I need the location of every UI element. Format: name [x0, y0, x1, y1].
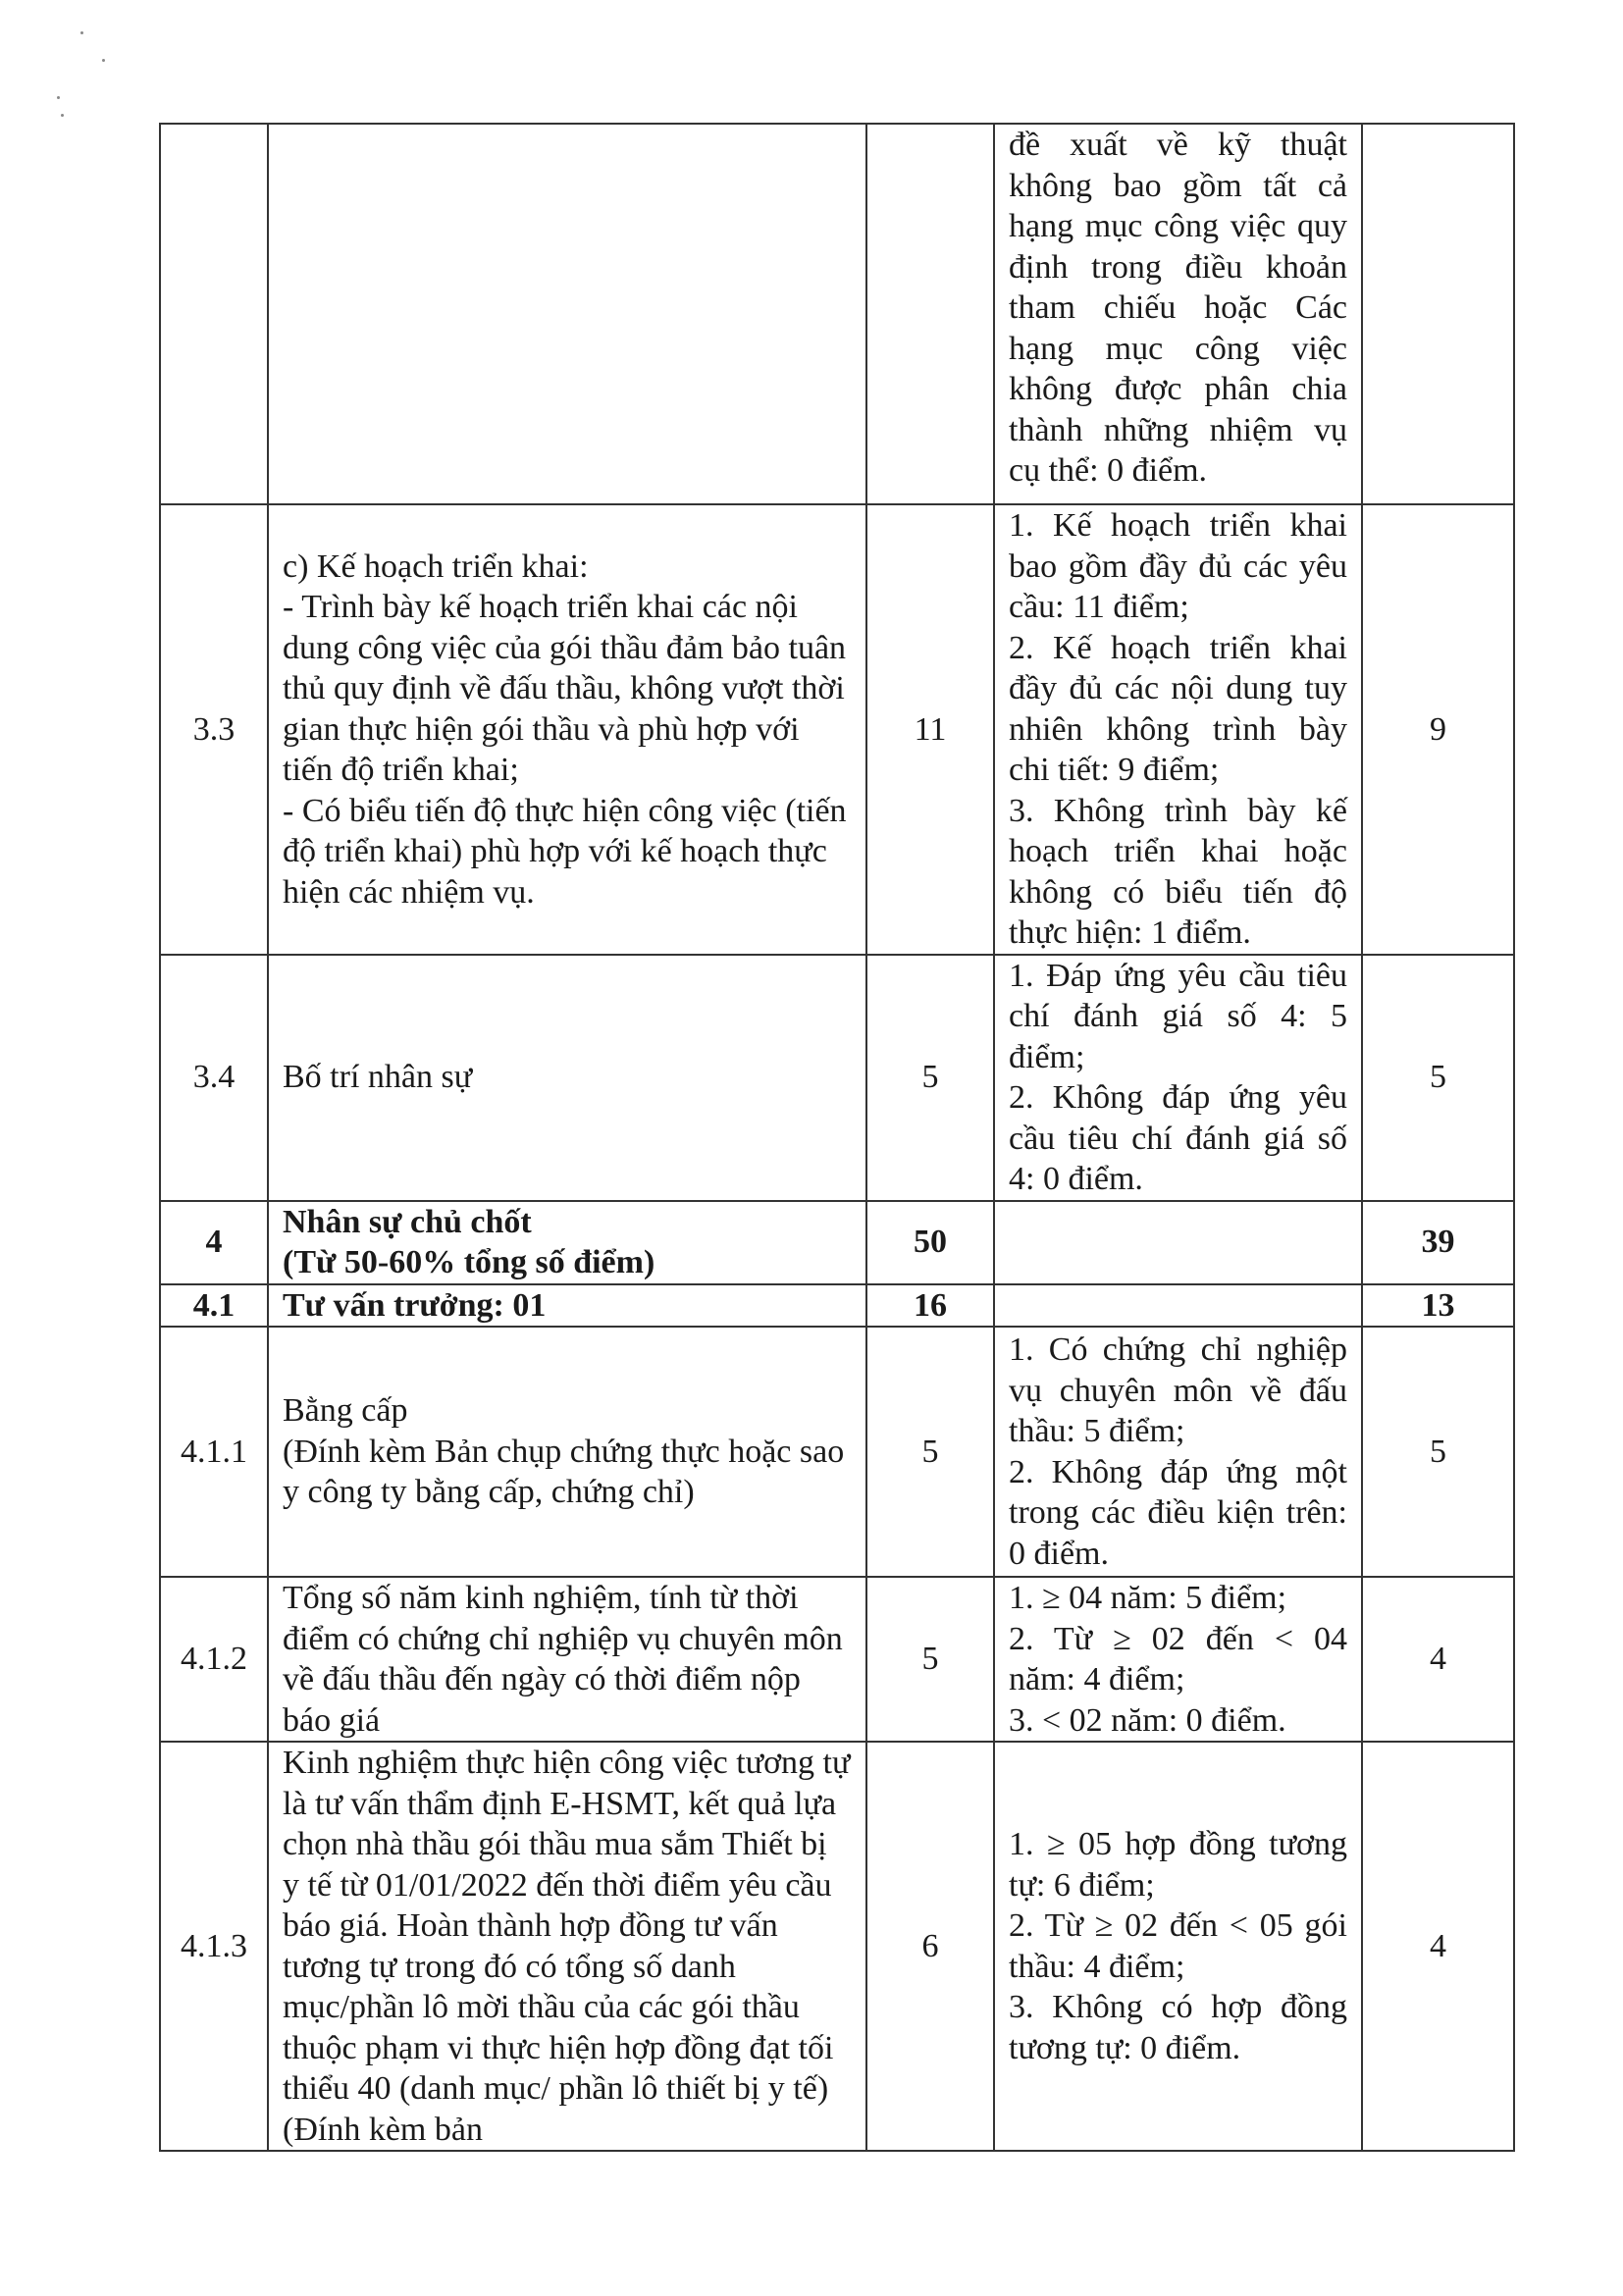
awarded-score: 5	[1362, 1327, 1514, 1577]
scale-line: 3. Không trình bày kế hoạch triển khai hoặc không có biểu tiến độ thực hiện: 1 điểm.	[1009, 792, 1347, 951]
max-score: 5	[866, 1327, 994, 1577]
criteria	[268, 504, 866, 955]
criteria-line: Tư vấn trưởng: 01	[283, 1286, 547, 1324]
scale-line: 3. < 02 năm: 0 điểm.	[1009, 1701, 1286, 1739]
criteria-line: Bố trí nhân sự	[283, 1059, 473, 1096]
awarded-score	[1362, 124, 1514, 504]
criteria	[268, 955, 866, 1201]
scale-line: 2. Từ ≥ 02 đến < 05 gói thầu: 4 điểm;	[1009, 1907, 1347, 1985]
scale-line: 2. Không đáp ứng một trong các điều kiện trên: 0 điểm.	[1009, 1453, 1347, 1572]
table-row	[160, 1742, 1514, 2151]
scale-line: 2. Từ ≥ 02 đến < 04 năm: 4 điểm;	[1009, 1620, 1347, 1697]
table-row	[160, 1577, 1514, 1742]
criteria-line: Nhân sự chủ chốt	[283, 1203, 532, 1240]
awarded-score: 5	[1362, 955, 1514, 1201]
max-score: 11	[866, 504, 994, 955]
scoring-scale	[994, 1201, 1362, 1284]
criteria-line: Tổng số năm kinh nghiệm, tính từ thời điểm có chứng chỉ nghiệp vụ chuyên môn về đấu thầu đến ngày có thời điểm nộp báo giá	[283, 1580, 843, 1739]
scale-line: 1. ≥ 04 năm: 5 điểm;	[1009, 1580, 1287, 1616]
table-row	[160, 955, 1514, 1201]
table-row	[160, 1201, 1514, 1284]
criteria-line: c) Kế hoạch triển khai:	[283, 548, 589, 585]
criteria-line: (Đính kèm Bản chụp chứng thực hoặc sao y công ty bằng cấp, chứng chỉ)	[283, 1433, 845, 1511]
awarded-score: 9	[1362, 504, 1514, 955]
awarded-score: 39	[1362, 1201, 1514, 1284]
awarded-score: 4	[1362, 1577, 1514, 1742]
criteria	[268, 1201, 866, 1284]
criteria	[268, 124, 866, 504]
table-row	[160, 1327, 1514, 1577]
criteria-line: Kinh nghiệm thực hiện công việc tương tự là tư vấn thẩm định E-HSMT, kết quả lựa chọn nhà thầu gói thầu mua sắm Thiết bị y tế từ 01/01/2022 đến thời điểm yêu cầu báo giá. Hoàn thành hợp đồng tư vấn tương tự trong đó có tổng số danh mục/phần lô mời thầu của các gói thầu thuộc phạm vi thực hiện hợp đồng đạt tối thiểu 40 (danh mục/ phần lô thiết bị y tế) (Đính kèm bản	[283, 1745, 851, 2148]
scoring-scale	[994, 1577, 1362, 1742]
criteria-line: - Trình bày kế hoạch triển khai các nội dung công việc của gói thầu đảm bảo tuân thủ quy định về đấu thầu, không vượt thời gian thực hiện gói thầu và phù hợp với tiến độ triển khai;	[283, 589, 847, 788]
scoring-scale	[994, 1284, 1362, 1328]
evaluation-table	[159, 123, 1515, 2152]
scale-line: 2. Kế hoạch triển khai đầy đủ các nội dung tuy nhiên không trình bày chi tiết: 9 điểm;	[1009, 629, 1347, 788]
row-number: 3.3	[160, 504, 268, 955]
row-number: 4.1.3	[160, 1742, 268, 2151]
row-number: 4.1	[160, 1284, 268, 1328]
scoring-scale	[994, 1327, 1362, 1577]
row-number: 4	[160, 1201, 268, 1284]
awarded-score: 13	[1362, 1284, 1514, 1328]
criteria	[268, 1577, 866, 1742]
table-row	[160, 504, 1514, 955]
table-row	[160, 1284, 1514, 1328]
scale-line: 1. Đáp ứng yêu cầu tiêu chí đánh giá số 4: 5 điểm;	[1009, 957, 1347, 1075]
criteria-line: (Từ 50-60% tổng số điểm)	[283, 1244, 655, 1280]
max-score: 50	[866, 1201, 994, 1284]
max-score	[866, 124, 994, 504]
criteria	[268, 1742, 866, 2151]
row-number: 4.1.2	[160, 1577, 268, 1742]
max-score: 16	[866, 1284, 994, 1328]
scale-line: 3. Không có hợp đồng tương tự: 0 điểm.	[1009, 1989, 1347, 2066]
criteria	[268, 1327, 866, 1577]
row-number: 3.4	[160, 955, 268, 1201]
scoring-scale	[994, 124, 1362, 504]
max-score: 5	[866, 955, 994, 1201]
criteria	[268, 1284, 866, 1328]
scale-line: 2. Không đáp ứng yêu cầu tiêu chí đánh giá số 4: 0 điểm.	[1009, 1079, 1347, 1197]
scoring-scale	[994, 1742, 1362, 2151]
awarded-score: 4	[1362, 1742, 1514, 2151]
row-number: 4.1.1	[160, 1327, 268, 1577]
max-score: 5	[866, 1577, 994, 1742]
table-row	[160, 124, 1514, 504]
criteria-line: Bằng cấp	[283, 1392, 408, 1430]
scale-line: 1. Kế hoạch triển khai bao gồm đầy đủ các yêu cầu: 11 điểm;	[1009, 507, 1347, 625]
scale-line: 1. Có chứng chỉ nghiệp vụ chuyên môn về đấu thầu: 5 điểm;	[1009, 1331, 1347, 1449]
row-number	[160, 124, 268, 504]
scoring-scale	[994, 955, 1362, 1201]
scale-line: 1. ≥ 05 hợp đồng tương tự: 6 điểm;	[1009, 1826, 1347, 1904]
criteria-line: - Có biểu tiến độ thực hiện công việc (tiến độ triển khai) phù hợp với kế hoạch thực hiện các nhiệm vụ.	[283, 792, 847, 911]
scale-line: đề xuất về kỹ thuật không bao gồm tất cả hạng mục công việc quy định trong điều khoản tham chiếu hoặc Các hạng mục công việc không được phân chia thành những nhiệm vụ cụ thể: 0 điểm.	[1009, 127, 1347, 489]
max-score: 6	[866, 1742, 994, 2151]
scoring-scale	[994, 504, 1362, 955]
